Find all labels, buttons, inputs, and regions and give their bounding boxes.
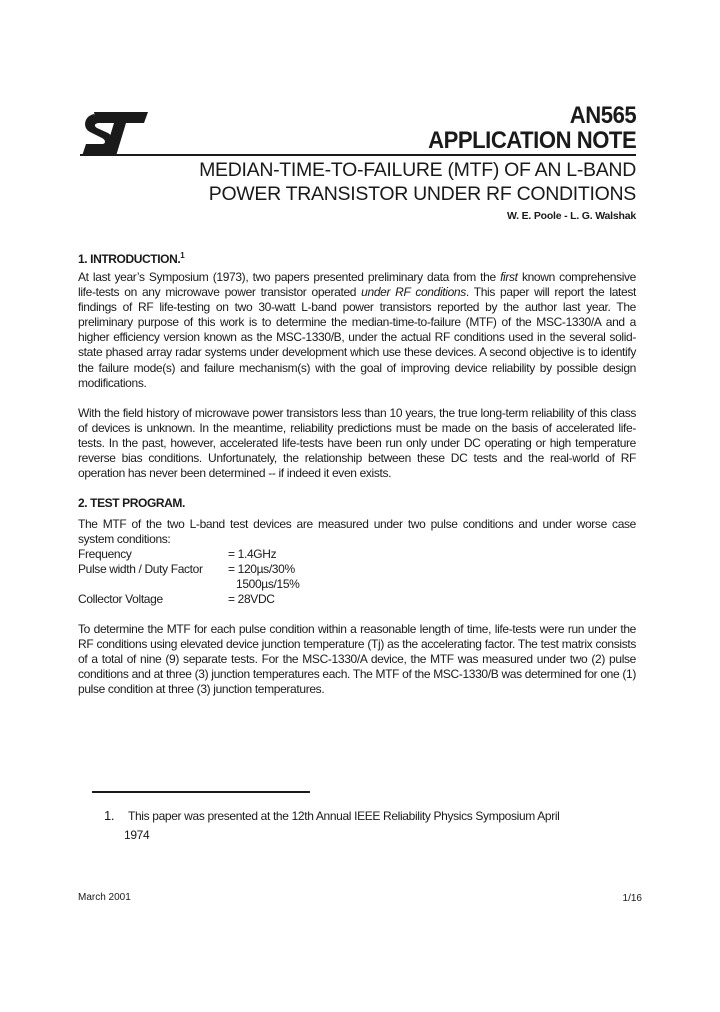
section-introduction xyxy=(78,248,636,267)
condition-value: = 28VDC xyxy=(228,592,275,607)
footnote xyxy=(104,806,624,845)
paragraph: With the field history of microwave power transistors less than 10 years, the true long-term reliability of this class of devices is unknown. In the meantime, reliability predictions must be made on the basis of accelerated life-tests. In the past, however, accelerated life-tests have been run only under DC operating or high temperature reverse bias conditions. Unfortunately, the relationship between these DC tests and the real-world of RF operation has never been determined -- if indeed it even exists. xyxy=(78,406,636,481)
conditions-list xyxy=(78,547,636,607)
paragraph: The MTF of the two L-band test devices are measured under two pulse conditions and under worse case system conditions: xyxy=(78,517,636,547)
footnote-number: 1. xyxy=(104,808,115,823)
condition-row xyxy=(78,592,636,607)
condition-label: Pulse width / Duty Factor xyxy=(78,562,203,577)
section-heading: 2. TEST PROGRAM. xyxy=(78,496,185,510)
footnote-ref: 1 xyxy=(180,251,185,260)
condition-row xyxy=(78,547,636,562)
section-test-program xyxy=(78,496,636,511)
section-heading: 1. INTRODUCTION.$^1$ xyxy=(78,251,185,266)
paragraph: To determine the MTF for each pulse condition within a reasonable length of time, life-tests were run under the RF conditions using elevated device junction temperature (Tj) as the accelerating factor. The test matrix consists of a total of nine (9) separate tests. For the MSC-1330/A device, the MTF was measured under two (2) pulse conditions and at three (3) junction temperatures each. The MTF of the MSC-1330/B was determined for one (1) pulse condition at three (3) junction temperatures. xyxy=(78,622,636,697)
condition-value: = 120µs/30% xyxy=(228,562,295,577)
condition-label: Collector Voltage xyxy=(78,592,163,607)
title-line: MEDIAN-TIME-TO-FAILURE (MTF) OF AN L-BAND xyxy=(199,159,636,181)
paragraph: At last year’s Symposium (1973), two papers presented preliminary data from the first known comprehensive life-tests on any microwave power transistor operated under RF conditions. This paper will report the latest findings of RF life-testing on two 30-watt L-band power transistors reported by the author last year. The preliminary purpose of this work is to determine the median-time-to-failure (MTF) of the MSC-1330/A and a higher efficiency version known as the MSC-1330/B, under the actual RF conditions used in the several solid-state phased array radar systems under development which use these devices. A second objective is to identify the failure mode(s) and failure mechanism(s) with the goal of improving device reliability by possible design modifications. xyxy=(78,270,637,390)
condition-label: Frequency xyxy=(78,547,132,561)
doc-type: APPLICATION NOTE xyxy=(427,127,636,154)
condition-row xyxy=(78,562,636,577)
footnote-text: This paper was presented at the 12th Annual IEEE Reliability Physics Symposium April xyxy=(128,809,560,823)
page-number: 1/16 xyxy=(622,893,642,904)
condition-value: 1500µs/15% xyxy=(236,577,300,592)
authors: W. E. Poole - L. G. Walshak xyxy=(507,210,636,222)
header-rule xyxy=(80,154,636,156)
footnote-text-cont: 1974 xyxy=(124,828,150,842)
condition-row xyxy=(78,577,636,592)
st-logo-icon xyxy=(80,110,150,158)
document-title xyxy=(199,158,636,206)
footer-date: March 2001 xyxy=(78,892,131,903)
title-line: POWER TRANSISTOR UNDER RF CONDITIONS xyxy=(208,183,636,205)
condition-value: = 1.4GHz xyxy=(228,547,277,561)
doc-number: AN565 xyxy=(569,102,636,129)
footnote-rule xyxy=(92,791,310,793)
